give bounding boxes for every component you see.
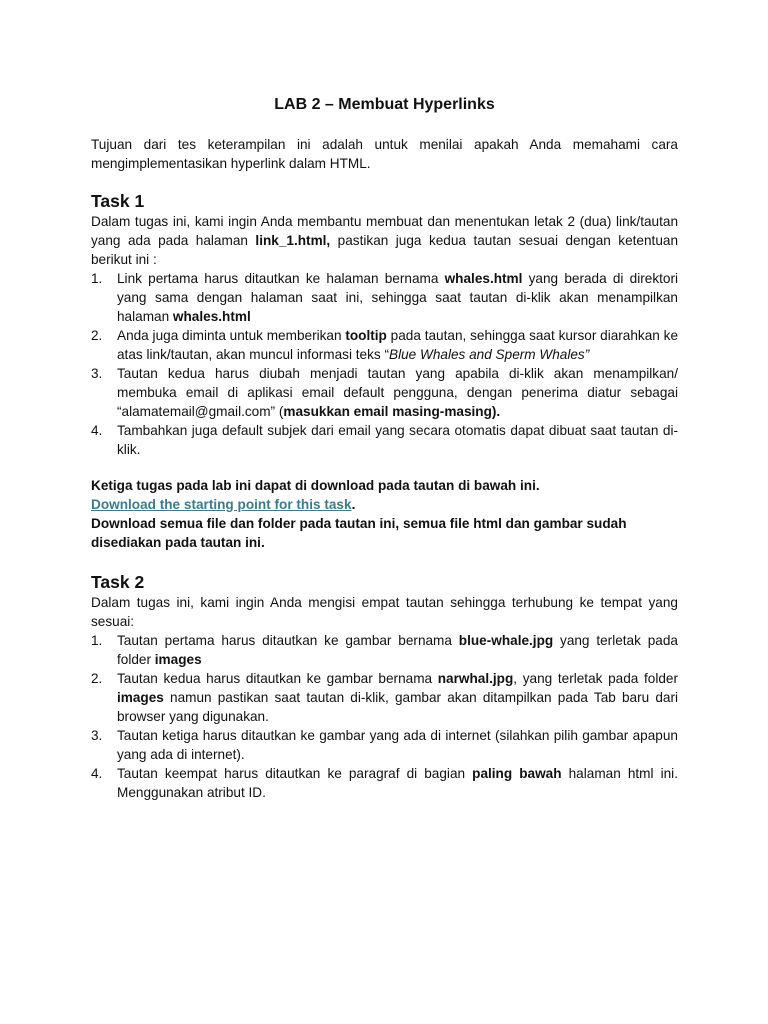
item-bold: whales.html [444, 271, 523, 286]
task1-item-1 [91, 269, 678, 326]
item-text: Tautan pertama harus ditautkan ke gambar bernama [117, 633, 459, 648]
item-text: Tautan ketiga harus ditautkan ke gambar yang ada di internet (silahkan pilih gambar apapun yang ada di internet). [117, 728, 678, 762]
list-number: 4. [91, 766, 103, 781]
task2-item-3 [91, 726, 678, 764]
task2-list [91, 631, 678, 802]
item-text: namun pastikan saat tautan di-klik, gambar akan ditampilkan pada Tab baru dari browser yang digunakan. [117, 690, 678, 724]
download-notes [91, 476, 678, 552]
list-number: 4. [91, 423, 103, 438]
task1-intro-text: Dalam tugas ini, kami ingin Anda membantu membuat dan menentukan letak 2 (dua) link/tautan yang ada pada halaman [91, 214, 678, 248]
task1-item-3 [91, 364, 678, 421]
download-link-suffix: . [351, 497, 356, 512]
task2-intro: Dalam tugas ini, kami ingin Anda mengisi empat tautan sehingga terhubung ke tempat yang sesuai: [91, 595, 678, 629]
item-bold: paling bawah [472, 766, 562, 781]
item-bold: blue-whale.jpg [458, 633, 554, 648]
item-bold: masukkan email masing-masing). [283, 404, 501, 419]
item-text: Anda juga diminta untuk memberikan [117, 328, 346, 343]
item-text: , yang terletak pada folder [513, 671, 678, 686]
list-number: 1. [91, 633, 103, 648]
task2-item-1 [91, 631, 678, 669]
item-text: yang berada di direktori yang sama dengan halaman saat ini, sehingga saat tautan di-klik akan menampilkan halaman [117, 271, 678, 324]
download-note-2: Download semua file dan folder pada tautan ini, semua file html dan gambar sudah disediakan pada tautan ini. [91, 516, 627, 550]
item-bold: images [117, 690, 164, 705]
item-text: Link pertama harus ditautkan ke halaman bernama [117, 271, 445, 286]
item-text: halaman html ini. Menggunakan atribut ID. [117, 766, 678, 800]
item-text: Tautan kedua harus diubah menjadi tautan yang apabila di-klik akan menampilkan/ membuka email di aplikasi email default pengguna, dengan penerima diatur sebagai “alamatemail@gmail.com” ( [117, 366, 678, 419]
task1-heading: Task 1 [91, 191, 145, 211]
task2-item-4 [91, 764, 678, 802]
item-bold: tooltip [345, 328, 387, 343]
document-content [91, 94, 678, 802]
download-link-line [91, 495, 678, 514]
item-text: Tautan keempat harus ditautkan ke paragraf di bagian [117, 766, 473, 781]
item-text: pada tautan, sehingga saat kursor diarahkan ke atas link/tautan, akan muncul informasi teks “ [117, 328, 679, 362]
task1-intro [91, 212, 678, 269]
item-bold: images [154, 652, 202, 667]
list-number: 1. [91, 271, 103, 286]
item-text: yang terletak pada folder [117, 633, 678, 667]
task1-intro-filename: link_1.html, [255, 233, 331, 248]
list-number: 3. [91, 366, 103, 381]
task1-item-2 [91, 326, 678, 364]
task1-list [91, 269, 678, 459]
item-text: Tambahkan juga default subjek dari email yang secara otomatis dapat dibuat saat tautan di-klik. [117, 423, 678, 457]
page-title: LAB 2 – Membuat Hyperlinks [274, 96, 495, 113]
item-bold: narwhal.jpg [437, 671, 514, 686]
list-number: 2. [91, 671, 103, 686]
task1-item-4 [91, 421, 678, 459]
item-italic: Blue Whales and Sperm Whales” [389, 347, 590, 362]
download-starting-point-link[interactable]: Download the starting point for this task [91, 497, 352, 512]
intro-paragraph: Tujuan dari tes keterampilan ini adalah untuk menilai apakah Anda memahami cara mengimplementasikan hyperlink dalam HTML. [91, 137, 678, 171]
list-number: 2. [91, 328, 103, 343]
item-text: Tautan kedua harus ditautkan ke gambar bernama [117, 671, 438, 686]
task2-heading: Task 2 [91, 572, 145, 592]
task1-intro-text-end: pastikan juga kedua tautan sesuai dengan ketentuan berikut ini : [91, 233, 679, 267]
download-note-1: Ketiga tugas pada lab ini dapat di download pada tautan di bawah ini. [91, 478, 540, 493]
list-number: 3. [91, 728, 103, 743]
task2-item-2 [91, 669, 678, 726]
item-bold: whales.html [172, 309, 251, 324]
